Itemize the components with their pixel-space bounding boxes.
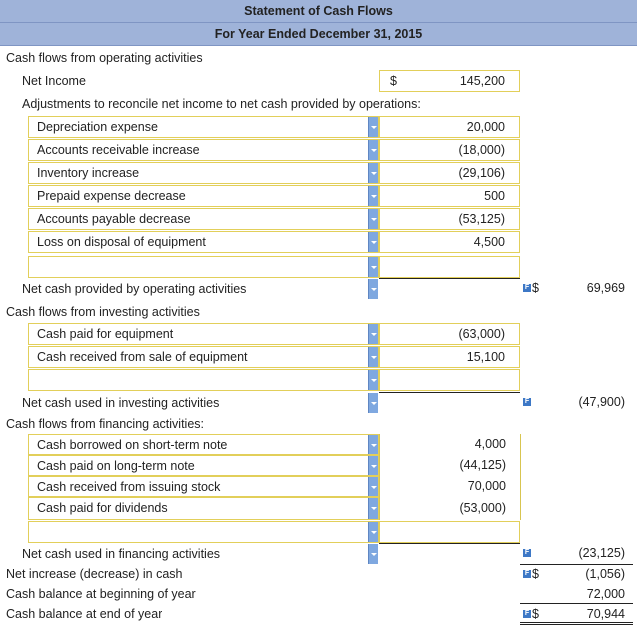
beginning-balance-label: Cash balance at beginning of year xyxy=(6,587,196,601)
dropdown-arrow-icon[interactable] xyxy=(368,456,378,475)
operating-item-select[interactable] xyxy=(28,139,379,161)
operating-item-input[interactable] xyxy=(379,116,520,138)
financing-item-select[interactable] xyxy=(28,521,379,543)
dropdown-arrow-icon[interactable] xyxy=(368,257,378,277)
operating-item-label: Depreciation expense xyxy=(37,120,158,134)
operating-item-input[interactable] xyxy=(379,185,520,207)
operating-item-value: (18,000) xyxy=(458,143,505,157)
investing-item-input[interactable] xyxy=(379,346,520,368)
investing-item-label: Cash received from sale of equipment xyxy=(37,350,248,364)
dollar-sign: $ xyxy=(390,74,397,88)
operating-item-label: Loss on disposal of equipment xyxy=(37,235,206,249)
operating-item-row xyxy=(0,185,637,207)
net-change-cell[interactable] xyxy=(520,564,633,584)
net-income-label: Net Income xyxy=(22,74,86,88)
operating-item-input[interactable] xyxy=(379,256,520,278)
operating-total-value: 69,969 xyxy=(586,281,625,295)
net-income-value: 145,200 xyxy=(459,74,505,88)
financing-item-label: Cash received from issuing stock xyxy=(37,480,221,494)
financing-item-row xyxy=(0,455,637,476)
operating-item-row xyxy=(0,256,637,278)
dollar-sign: $ xyxy=(532,567,539,581)
formula-icon: F xyxy=(524,398,530,405)
operating-item-input[interactable] xyxy=(379,162,520,184)
dropdown-arrow-icon[interactable] xyxy=(368,544,378,564)
adjustments-label: Adjustments to reconcile net income to net cash provided by operations: xyxy=(22,97,421,111)
financing-total-select[interactable] xyxy=(22,543,379,565)
operating-item-input[interactable] xyxy=(379,139,520,161)
financing-item-row xyxy=(0,476,637,497)
beginning-balance-cell[interactable] xyxy=(520,584,633,604)
operating-item-select[interactable] xyxy=(28,162,379,184)
operating-item-row xyxy=(0,139,637,161)
financing-item-row xyxy=(0,521,637,543)
financing-item-select[interactable] xyxy=(28,434,379,455)
investing-heading: Cash flows from investing activities xyxy=(6,305,200,319)
financing-item-label: Cash paid on long-term note xyxy=(37,459,195,473)
investing-item-value: 15,100 xyxy=(466,350,505,364)
investing-item-row xyxy=(0,323,637,345)
operating-item-row xyxy=(0,231,637,253)
investing-total-select[interactable] xyxy=(22,392,379,414)
financing-item-input[interactable] xyxy=(379,497,520,520)
formula-icon: F xyxy=(524,610,530,617)
operating-item-select[interactable] xyxy=(28,116,379,138)
operating-item-label: Accounts receivable increase xyxy=(37,143,200,157)
investing-item-row xyxy=(0,346,637,368)
financing-item-row xyxy=(0,497,637,520)
dropdown-arrow-icon[interactable] xyxy=(368,324,378,344)
investing-item-value: (63,000) xyxy=(458,327,505,341)
ending-balance-cell[interactable] xyxy=(520,604,633,624)
financing-item-value: (44,125) xyxy=(459,458,506,472)
statement-title: Statement of Cash Flows xyxy=(0,0,637,23)
dropdown-arrow-icon[interactable] xyxy=(368,163,378,183)
financing-item-input[interactable] xyxy=(379,476,520,497)
operating-item-label: Accounts payable decrease xyxy=(37,212,191,226)
financing-item-value: 4,000 xyxy=(474,437,506,451)
ending-balance-label: Cash balance at end of year xyxy=(6,607,163,621)
financing-item-input[interactable] xyxy=(379,455,520,476)
operating-item-label: Prepaid expense decrease xyxy=(37,189,186,203)
operating-item-value: 500 xyxy=(484,189,505,203)
investing-item-label: Cash paid for equipment xyxy=(37,327,174,341)
investing-item-input[interactable] xyxy=(379,369,520,391)
investing-item-row xyxy=(0,369,637,391)
financing-item-select[interactable] xyxy=(28,455,379,476)
dropdown-arrow-icon[interactable] xyxy=(368,140,378,160)
financing-item-input[interactable] xyxy=(379,434,520,455)
investing-item-input[interactable] xyxy=(379,323,520,345)
dropdown-arrow-icon[interactable] xyxy=(368,498,378,519)
operating-item-select[interactable] xyxy=(28,185,379,207)
operating-item-select[interactable] xyxy=(28,256,379,278)
formula-icon: F xyxy=(524,570,530,577)
operating-item-row xyxy=(0,162,637,184)
beginning-balance-value: 72,000 xyxy=(586,587,625,601)
formula-icon: F xyxy=(524,284,530,291)
net-change-value: (1,056) xyxy=(585,567,625,581)
financing-item-label: Cash paid for dividends xyxy=(37,501,168,515)
formula-icon: F xyxy=(524,549,530,556)
financing-item-value: 70,000 xyxy=(467,479,506,493)
operating-item-input[interactable] xyxy=(379,231,520,253)
net-change-label: Net increase (decrease) in cash xyxy=(6,567,183,581)
financing-heading: Cash flows from financing activities: xyxy=(6,417,204,431)
double-rule xyxy=(520,622,633,623)
operating-item-label: Inventory increase xyxy=(37,166,140,180)
dropdown-arrow-icon[interactable] xyxy=(368,370,378,390)
investing-total-cell[interactable] xyxy=(520,392,633,412)
dropdown-arrow-icon[interactable] xyxy=(368,522,378,542)
ending-balance-value: 70,944 xyxy=(586,607,625,621)
dollar-sign: $ xyxy=(532,281,539,295)
financing-item-input[interactable] xyxy=(379,521,520,543)
dropdown-arrow-icon[interactable] xyxy=(368,279,378,299)
operating-item-row xyxy=(0,208,637,230)
operating-total-cell[interactable] xyxy=(520,278,633,298)
investing-total-value: (47,900) xyxy=(578,395,625,409)
financing-item-select[interactable] xyxy=(28,476,379,497)
operating-item-value: (29,106) xyxy=(458,166,505,180)
investing-item-select[interactable] xyxy=(28,323,379,345)
operating-item-select[interactable] xyxy=(28,231,379,253)
financing-total-value: (23,125) xyxy=(578,546,625,560)
dropdown-arrow-icon[interactable] xyxy=(368,117,378,137)
dropdown-arrow-icon[interactable] xyxy=(368,209,378,229)
operating-item-input[interactable] xyxy=(379,208,520,230)
operating-item-row xyxy=(0,116,637,138)
financing-item-select[interactable] xyxy=(28,497,379,520)
dropdown-arrow-icon[interactable] xyxy=(368,347,378,367)
dropdown-arrow-icon[interactable] xyxy=(368,477,378,496)
dropdown-arrow-icon[interactable] xyxy=(368,393,378,413)
operating-item-select[interactable] xyxy=(28,208,379,230)
statement-period: For Year Ended December 31, 2015 xyxy=(0,23,637,46)
net-income-input[interactable] xyxy=(379,70,520,92)
financing-item-row xyxy=(0,434,637,455)
investing-item-select[interactable] xyxy=(28,346,379,368)
dollar-sign: $ xyxy=(532,607,539,621)
financing-total-cell[interactable] xyxy=(520,543,633,563)
operating-total-select[interactable] xyxy=(22,278,379,300)
operating-item-value: (53,125) xyxy=(458,212,505,226)
operating-item-value: 4,500 xyxy=(473,235,505,249)
operating-heading: Cash flows from operating activities xyxy=(6,51,203,65)
operating-item-value: 20,000 xyxy=(466,120,505,134)
financing-total-label: Net cash used in financing activities xyxy=(22,547,221,561)
dropdown-arrow-icon[interactable] xyxy=(368,186,378,206)
financing-item-value: (53,000) xyxy=(459,501,506,515)
investing-item-select[interactable] xyxy=(28,369,379,391)
operating-total-label: Net cash provided by operating activities xyxy=(22,282,247,296)
financing-item-label: Cash borrowed on short-term note xyxy=(37,438,228,452)
dropdown-arrow-icon[interactable] xyxy=(368,232,378,252)
investing-total-label: Net cash used in investing activities xyxy=(22,396,220,410)
dropdown-arrow-icon[interactable] xyxy=(368,435,378,454)
